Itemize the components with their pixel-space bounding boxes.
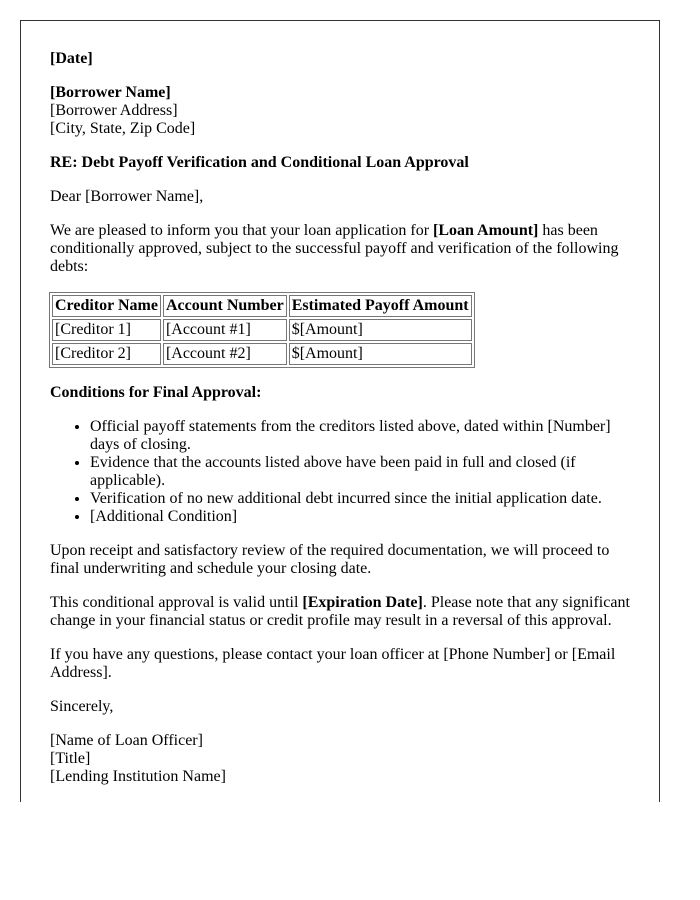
letter-date: [Date] bbox=[50, 50, 93, 67]
header-payoff-amount: Estimated Payoff Amount bbox=[289, 295, 472, 317]
validity-paragraph bbox=[50, 594, 635, 630]
conditions-list bbox=[50, 418, 635, 526]
conditions-heading: Conditions for Final Approval: bbox=[50, 384, 262, 401]
borrower-city-state-zip: [City, State, Zip Code] bbox=[50, 120, 196, 137]
validity-text-after: . Please note that any significant change in your financial status or credit profile may result in a reversal of this approval. bbox=[50, 594, 630, 629]
list-item: • [Additional Condition] bbox=[90, 508, 635, 526]
borrower-name: [Borrower Name] bbox=[50, 84, 171, 101]
intro-text-before: We are pleased to inform you that your loan application for bbox=[50, 222, 434, 239]
list-item: • Verification of no new additional debt incurred since the initial application date. bbox=[90, 490, 635, 508]
loan-officer-name: [Name of Loan Officer] bbox=[50, 732, 203, 749]
loan-officer-title: [Title] bbox=[50, 750, 91, 767]
letter-page bbox=[20, 20, 660, 802]
table-header-row bbox=[52, 295, 472, 317]
cell-creditor: [Creditor 1] bbox=[52, 319, 161, 341]
cell-amount: $[Amount] bbox=[289, 343, 472, 365]
intro-paragraph bbox=[50, 222, 635, 276]
cell-amount: $[Amount] bbox=[289, 319, 472, 341]
contact-paragraph: If you have any questions, please contact your loan officer at [Phone Number] or [Email Address]. bbox=[50, 646, 616, 681]
expiration-date: [Expiration Date] bbox=[302, 594, 423, 611]
closing: Sincerely, bbox=[50, 698, 114, 715]
lending-institution: [Lending Institution Name] bbox=[50, 768, 226, 785]
debts-table bbox=[49, 292, 475, 368]
list-item: • Evidence that the accounts listed above have been paid in full and closed (if applicable). bbox=[90, 454, 635, 490]
review-paragraph: Upon receipt and satisfactory review of the required documentation, we will proceed to final underwriting and schedule your closing date. bbox=[50, 542, 610, 577]
cell-account: [Account #1] bbox=[163, 319, 287, 341]
header-account-number: Account Number bbox=[163, 295, 287, 317]
table-row bbox=[52, 319, 472, 341]
recipient-block bbox=[50, 84, 635, 138]
intro-text-after: has been conditionally approved, subject to the successful payoff and verification of the following debts: bbox=[50, 222, 619, 275]
loan-amount: [Loan Amount] bbox=[433, 222, 539, 239]
cell-creditor: [Creditor 2] bbox=[52, 343, 161, 365]
table-row bbox=[52, 343, 472, 365]
borrower-address: [Borrower Address] bbox=[50, 102, 178, 119]
validity-text-before: This conditional approval is valid until bbox=[50, 594, 303, 611]
header-creditor-name: Creditor Name bbox=[52, 295, 161, 317]
cell-account: [Account #2] bbox=[163, 343, 287, 365]
list-item: • Official payoff statements from the creditors listed above, dated within [Number] days of closing. bbox=[90, 418, 635, 454]
signature-block bbox=[50, 732, 635, 786]
letter-content bbox=[50, 50, 635, 802]
salutation: Dear [Borrower Name], bbox=[50, 188, 204, 205]
subject-line: RE: Debt Payoff Verification and Conditional Loan Approval bbox=[50, 154, 469, 171]
